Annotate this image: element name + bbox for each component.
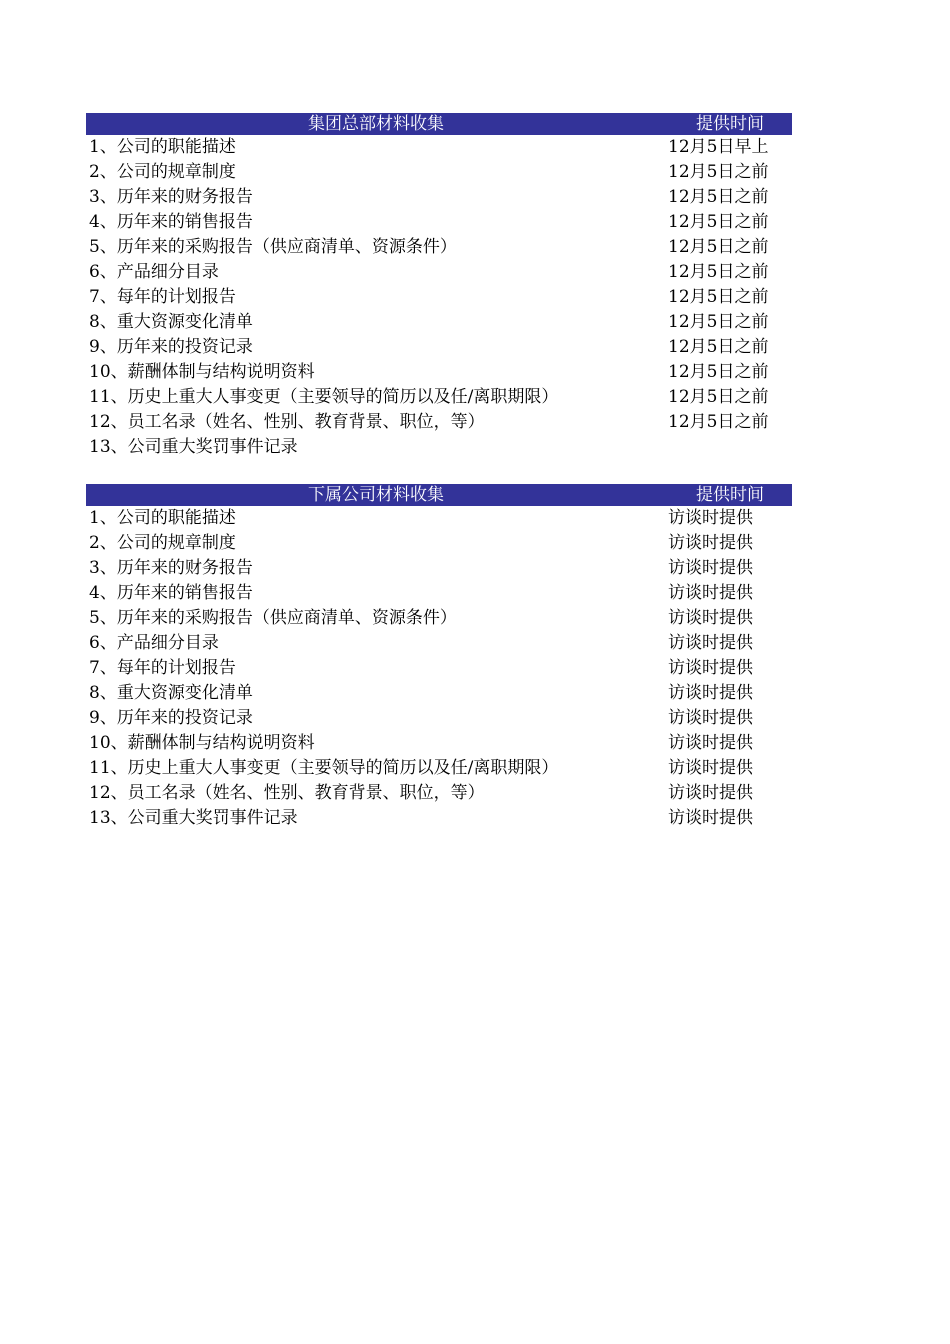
row-item: 8、重大资源变化清单 <box>89 683 253 703</box>
row-item: 2、公司的规章制度 <box>89 533 236 553</box>
row-time: 12月5日之前 <box>668 287 769 307</box>
row-item: 10、薪酬体制与结构说明资料 <box>89 362 315 382</box>
row-time: 访谈时提供 <box>668 508 753 528</box>
row-time: 12月5日之前 <box>668 187 769 207</box>
hq-section-title: 集团总部材料收集 <box>308 114 444 134</box>
row-item: 4、历年来的销售报告 <box>89 212 253 232</box>
row-item: 5、历年来的采购报告（供应商清单、资源条件） <box>89 237 457 257</box>
table-row <box>86 581 792 606</box>
row-item: 7、每年的计划报告 <box>89 287 236 307</box>
row-time: 访谈时提供 <box>668 658 753 678</box>
row-time: 访谈时提供 <box>668 633 753 653</box>
table-row <box>86 360 792 385</box>
row-time: 12月5日之前 <box>668 212 769 232</box>
row-item: 1、公司的职能描述 <box>89 508 236 528</box>
row-item: 8、重大资源变化清单 <box>89 312 253 332</box>
row-time: 访谈时提供 <box>668 808 753 828</box>
row-item: 12、员工名录（姓名、性别、教育背景、职位，等） <box>89 412 485 432</box>
row-time: 访谈时提供 <box>668 733 753 753</box>
row-item: 9、历年来的投资记录 <box>89 337 253 357</box>
row-item: 6、产品细分目录 <box>89 633 219 653</box>
table-row <box>86 285 792 310</box>
subsidiary-header-row <box>86 484 792 506</box>
table-row <box>86 781 792 806</box>
row-time: 12月5日之前 <box>668 412 769 432</box>
row-item: 5、历年来的采购报告（供应商清单、资源条件） <box>89 608 457 628</box>
row-time: 访谈时提供 <box>668 708 753 728</box>
hq-time-header: 提供时间 <box>696 114 764 134</box>
table-row <box>86 160 792 185</box>
table-row <box>86 235 792 260</box>
row-item: 3、历年来的财务报告 <box>89 558 253 578</box>
hq-materials-section <box>86 113 792 460</box>
row-time: 12月5日之前 <box>668 262 769 282</box>
hq-header-row <box>86 113 792 135</box>
row-time: 访谈时提供 <box>668 683 753 703</box>
row-item: 4、历年来的销售报告 <box>89 583 253 603</box>
row-time: 访谈时提供 <box>668 758 753 778</box>
table-row <box>86 806 792 831</box>
row-time: 访谈时提供 <box>668 783 753 803</box>
row-time: 访谈时提供 <box>668 608 753 628</box>
table-row <box>86 435 792 460</box>
row-item: 13、公司重大奖罚事件记录 <box>89 437 298 457</box>
table-row <box>86 731 792 756</box>
row-time: 12月5日之前 <box>668 362 769 382</box>
row-item: 1、公司的职能描述 <box>89 137 236 157</box>
row-time: 12月5日早上 <box>668 137 769 157</box>
table-row <box>86 135 792 160</box>
row-item: 6、产品细分目录 <box>89 262 219 282</box>
row-time: 访谈时提供 <box>668 583 753 603</box>
table-row <box>86 260 792 285</box>
row-time: 12月5日之前 <box>668 387 769 407</box>
subsidiary-time-header: 提供时间 <box>696 485 764 505</box>
subsidiary-materials-section <box>86 484 792 831</box>
row-time: 12月5日之前 <box>668 337 769 357</box>
table-row <box>86 210 792 235</box>
row-item: 2、公司的规章制度 <box>89 162 236 182</box>
table-row <box>86 506 792 531</box>
row-time: 12月5日之前 <box>668 312 769 332</box>
row-item: 9、历年来的投资记录 <box>89 708 253 728</box>
row-time: 访谈时提供 <box>668 533 753 553</box>
row-item: 11、历史上重大人事变更（主要领导的简历以及任/离职期限） <box>89 387 559 407</box>
row-item: 10、薪酬体制与结构说明资料 <box>89 733 315 753</box>
table-row <box>86 385 792 410</box>
table-row <box>86 310 792 335</box>
row-time: 12月5日之前 <box>668 162 769 182</box>
table-row <box>86 335 792 360</box>
row-item: 11、历史上重大人事变更（主要领导的简历以及任/离职期限） <box>89 758 559 778</box>
table-row <box>86 656 792 681</box>
row-item: 7、每年的计划报告 <box>89 658 236 678</box>
table-row <box>86 706 792 731</box>
row-time: 12月5日之前 <box>668 237 769 257</box>
table-row <box>86 185 792 210</box>
table-row <box>86 556 792 581</box>
table-row <box>86 681 792 706</box>
table-row <box>86 631 792 656</box>
row-item: 3、历年来的财务报告 <box>89 187 253 207</box>
subsidiary-section-title: 下属公司材料收集 <box>308 485 444 505</box>
row-item: 13、公司重大奖罚事件记录 <box>89 808 298 828</box>
row-time: 访谈时提供 <box>668 558 753 578</box>
table-row <box>86 756 792 781</box>
table-row <box>86 410 792 435</box>
table-row <box>86 531 792 556</box>
row-item: 12、员工名录（姓名、性别、教育背景、职位，等） <box>89 783 485 803</box>
table-row <box>86 606 792 631</box>
